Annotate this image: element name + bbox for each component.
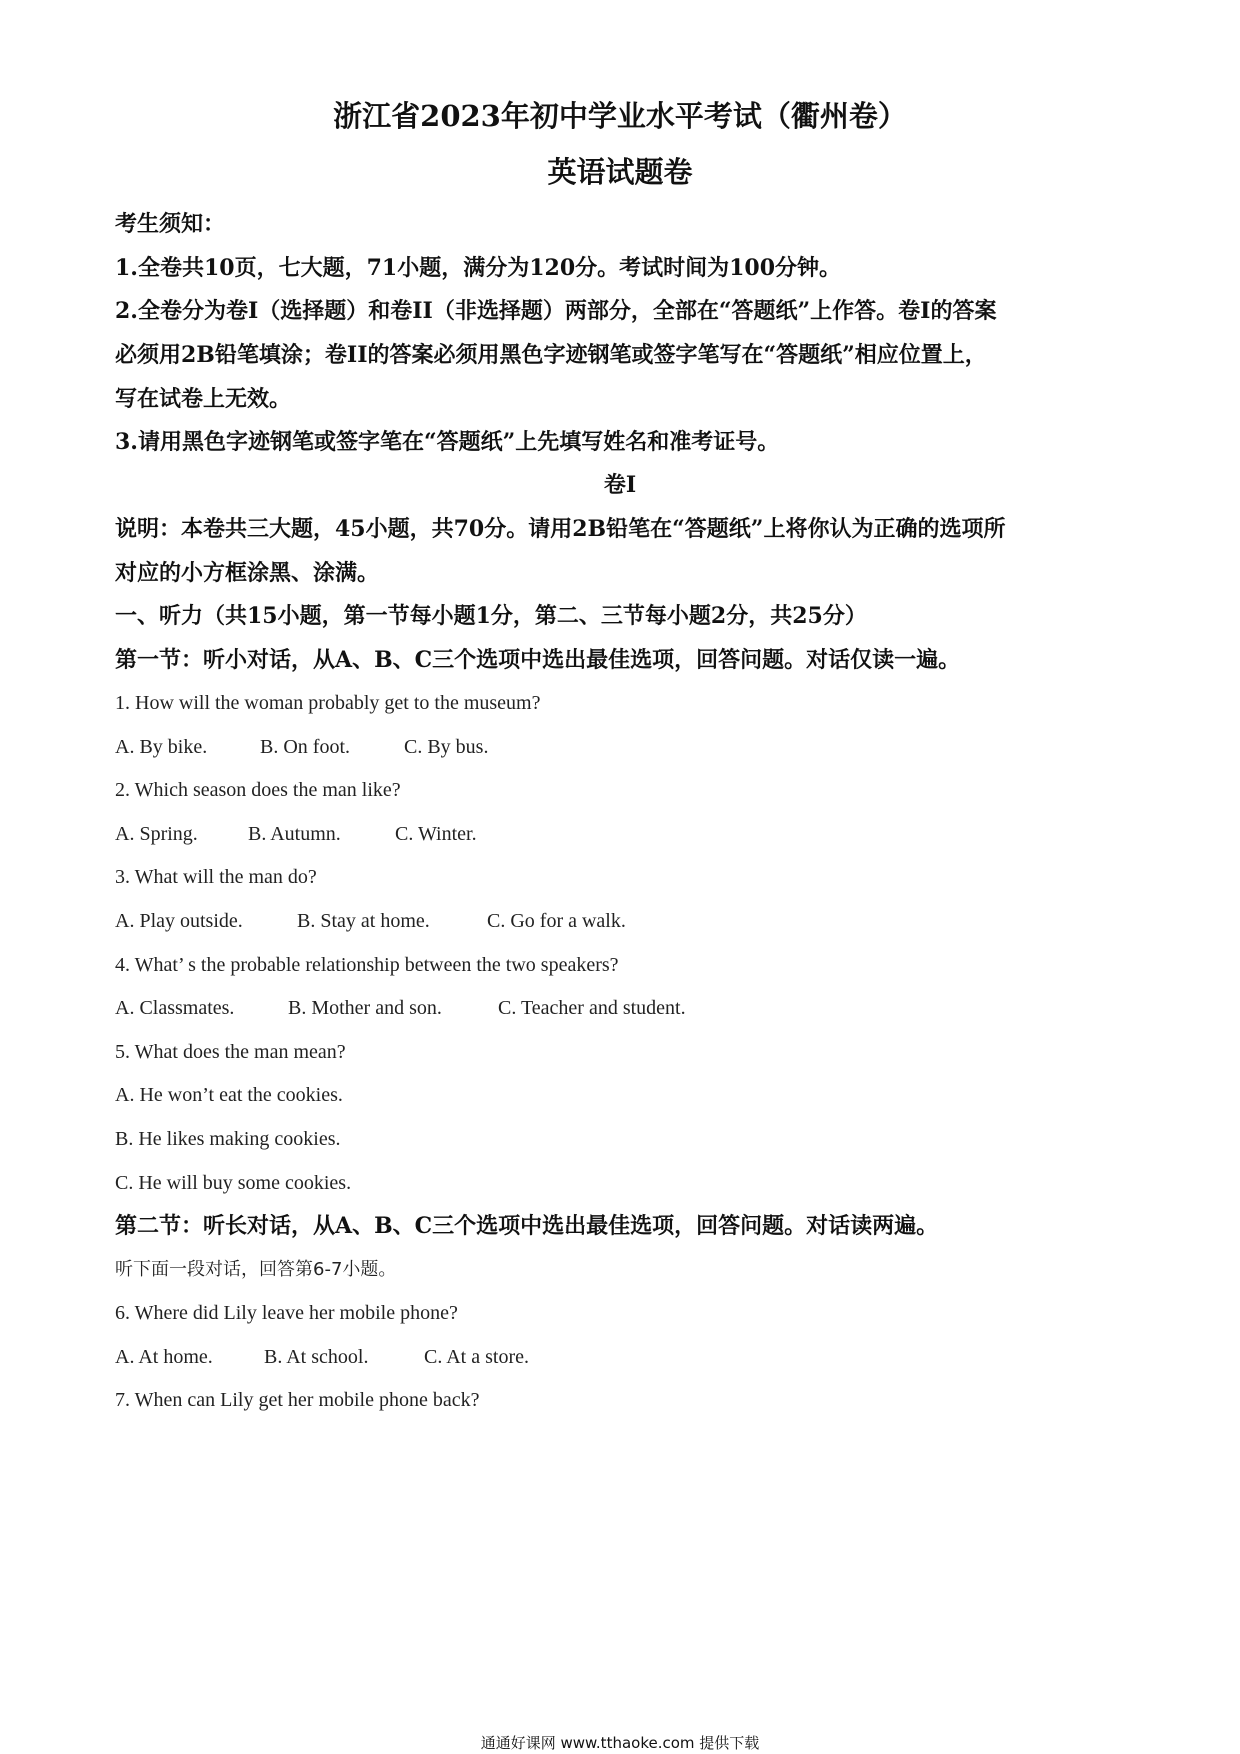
question-4-options — [115, 998, 686, 1018]
question-1-options — [115, 737, 488, 757]
question-5-option-c: C. He will buy some cookies. — [115, 1172, 352, 1194]
option-c: C. By bus. — [404, 736, 489, 758]
question-2: 2. Which season does the man like? — [115, 779, 401, 801]
notice-item-1: 1.全卷共10页，七大题，71小题，满分为120分。考试时间为100分钟。 — [115, 255, 842, 281]
page-footer: 通通好课网 www.tthaoke.com 提供下载 — [480, 1734, 760, 1752]
question-5-option-a: A. He won’t eat the cookies. — [115, 1084, 343, 1106]
option-b: B. Autumn. — [248, 823, 341, 845]
volume-1-description-line-1: 说明：本卷共三大题，45小题，共70分。请用2B铅笔在“答题纸”上将你认为正确的选项所 — [115, 516, 1006, 542]
notice-item-2-line-1: 2.全卷分为卷I（选择题）和卷II（非选择题）两部分，全部在“答题纸”上作答。卷I的答案 — [115, 298, 997, 324]
option-b: B. At school. — [264, 1346, 369, 1368]
question-5: 5. What does the man mean? — [115, 1041, 346, 1063]
option-b: B. Mother and son. — [288, 997, 442, 1019]
notice-item-3: 3.请用黑色字迹钢笔或签字笔在“答题纸”上先填写姓名和准考证号。 — [115, 429, 780, 455]
option-a: A. By bike. — [115, 736, 208, 758]
question-6: 6. Where did Lily leave her mobile phone? — [115, 1302, 458, 1324]
part-2-heading: 第二节：听长对话，从A、B、C三个选项中选出最佳选项，回答问题。对话读两遍。 — [115, 1213, 939, 1239]
question-5-option-b: B. He likes making cookies. — [115, 1128, 341, 1150]
option-c: C. Winter. — [395, 823, 477, 845]
part-1-heading: 第一节：听小对话，从A、B、C三个选项中选出最佳选项，回答问题。对话仅读一遍。 — [115, 647, 961, 673]
question-6-options — [115, 1347, 529, 1367]
option-b: B. On foot. — [260, 736, 350, 758]
option-a: A. At home. — [115, 1346, 213, 1368]
option-a: A. Spring. — [115, 823, 198, 845]
part-2-instruction: 听下面一段对话，回答第6-7小题。 — [115, 1259, 397, 1280]
option-a: A. Classmates. — [115, 997, 235, 1019]
exam-title: 浙江省2023年初中学业水平考试（衢州卷） — [333, 99, 907, 133]
question-4: 4. What’ s the probable relationship between the two speakers? — [115, 954, 619, 976]
option-c: C. Teacher and student. — [498, 997, 686, 1019]
option-c: C. At a store. — [424, 1346, 529, 1368]
notice-item-2-line-3: 写在试卷上无效。 — [115, 386, 292, 412]
notice-heading: 考生须知： — [115, 211, 226, 237]
volume-1-description-line-2: 对应的小方框涂黑、涂满。 — [115, 560, 380, 586]
exam-subtitle: 英语试题卷 — [547, 155, 693, 189]
question-3-options — [115, 911, 626, 931]
question-7: 7. When can Lily get her mobile phone back? — [115, 1389, 480, 1411]
notice-item-2-line-2: 必须用2B铅笔填涂；卷II的答案必须用黑色字迹钢笔或签字笔写在“答题纸”相应位置上， — [115, 342, 987, 368]
volume-1-label: 卷I — [603, 472, 637, 498]
option-a: A. Play outside. — [115, 910, 243, 932]
option-b: B. Stay at home. — [297, 910, 430, 932]
section-1-heading: 一、听力（共15小题，第一节每小题1分，第二、三节每小题2分，共25分） — [115, 603, 867, 629]
question-2-options — [115, 824, 477, 844]
question-3: 3. What will the man do? — [115, 866, 317, 888]
question-1: 1. How will the woman probably get to the museum? — [115, 692, 541, 714]
option-c: C. Go for a walk. — [487, 910, 626, 932]
